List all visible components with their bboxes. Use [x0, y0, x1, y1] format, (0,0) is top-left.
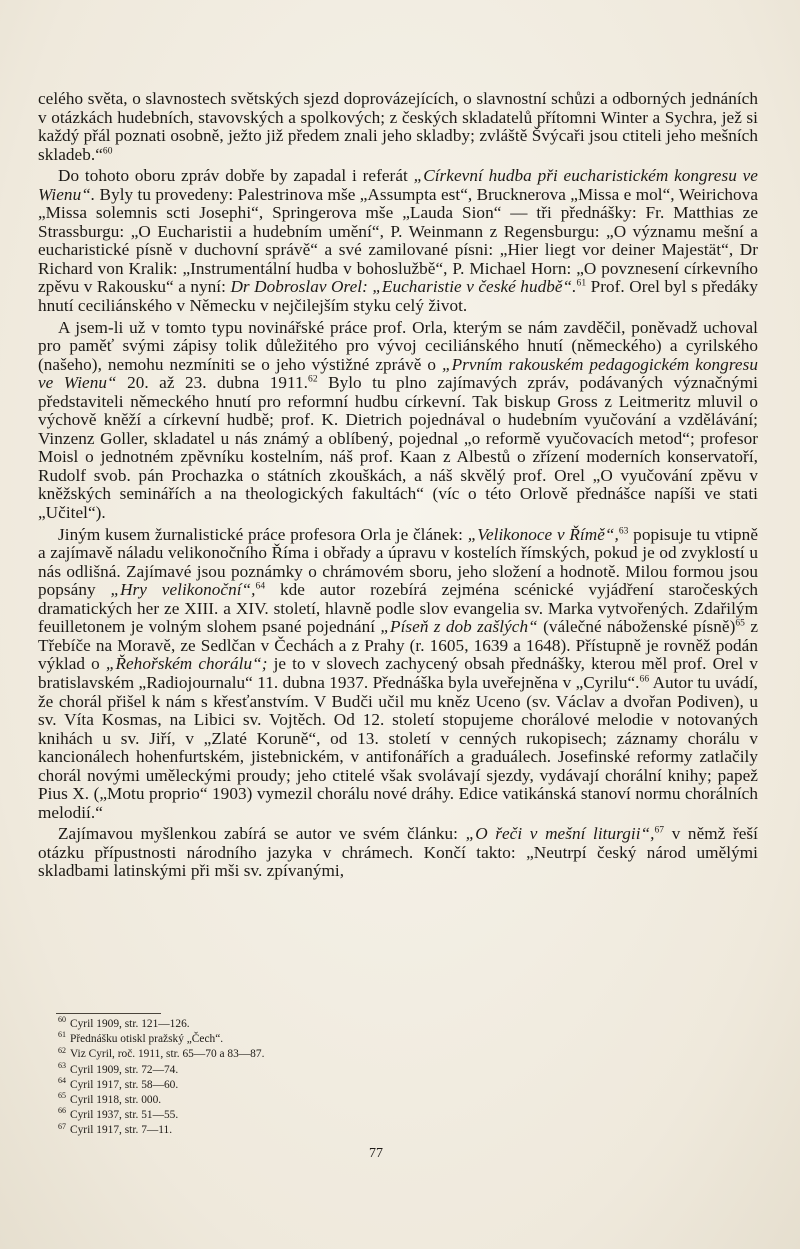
- footnote-number: 62: [58, 1045, 66, 1055]
- text-run: Jiným kusem žurnalistické práce profesora Orla je článek:: [58, 524, 468, 544]
- text-run: Prof. Orel byl s předáky hnutí ceciliánského v Německu v nejčilejším styku celý život.: [38, 277, 759, 316]
- paragraph: [38, 90, 758, 164]
- footnote: [58, 1060, 458, 1078]
- footnote-text: Cyril 1937, str. 51—55.: [70, 1109, 179, 1122]
- footnote-text: Cyril 1917, str. 7—11.: [70, 1124, 173, 1137]
- text-run: 20. až 23. dubna 1911.: [116, 373, 309, 393]
- italic-title: „Píseň z dob zašlých“: [380, 617, 538, 637]
- footnote: [58, 1047, 458, 1062]
- paragraph: [38, 526, 758, 823]
- footnote-number: 65: [58, 1091, 66, 1101]
- footnote: [58, 1108, 458, 1123]
- footnote-text: Cyril 1909, str. 121—126.: [70, 1018, 190, 1030]
- text-run: Bylo tu plno zajímavých zpráv, podávaných význačnými představiteli německého hnutí pro reformní hudbu církevní. Tak biskup Gross z Leitmeritz mluvil o výchově kněží a církevní hudbě; prof. K. Dietrich pojednával o hudebním vyučování a vzdělávání; Vinzenz Goller, skladatel u nás známý a oblíbený, pojednal „o reformě vyučovacích metod“; profesor Moisl o jednotném zpěvníku kostelním, náš prof. Kaan z Albestů o zřízení moderních konservatoří, Rudolf svob. pán Prochazka o státních zkouškách, a náš skvělý prof. Orel „O vyučování zpěvu v kněžských seminářích a na theologických fakultách“ (víc o této Orlově přednášce napíši ve stati „Učitel“).: [38, 373, 758, 523]
- italic-title: „Prvním rakouském pedagogickém kongresu ve Wienu“: [38, 354, 758, 393]
- italic-title: „Hry velikonoční“,: [110, 580, 256, 600]
- italic-title: „Církevní hudba při eucharistickém kongresu ve Wienu“.: [38, 166, 758, 204]
- footnote-reference: 60: [102, 145, 113, 156]
- paragraph: [38, 319, 758, 523]
- text-run: kde autor rozebírá zejména scénické vyjádření staročeských dramatických her ze XIII. a XIV. století, hlavně podle slov evangelia sv. Marka vytvořených. Zdařilým feuilletonem je volným slohem psané pojednání: [38, 580, 759, 637]
- page-number: 77: [369, 1146, 383, 1161]
- footnote-text: Cyril 1909, str. 72—74.: [70, 1063, 179, 1076]
- footnote-number: 61: [58, 1030, 66, 1040]
- text-run: (válečné náboženské písně): [537, 617, 736, 637]
- footnotes: [58, 1017, 458, 1139]
- italic-title: „Řehořském chorálu“;: [105, 654, 268, 674]
- footnote: [58, 1078, 458, 1093]
- text-run: je to v slovech zachycený obsah přednášky, kterou měl prof. Orel v bratislavském „Radiojournalu“ 11. dubna 1937. Přednáška byla uveřejněna v „Cyrilu“.: [38, 654, 759, 692]
- footnote-text: Cyril 1918, str. 000.: [70, 1094, 162, 1107]
- footnote-divider: [56, 1013, 161, 1014]
- footnote-reference: 67: [654, 825, 665, 836]
- text-run: z Třebíče na Moravě, ze Sedlčan v Čechách a z Prahy (r. 1605, 1639 a 1648). Přístupně je rovněž podán výklad o: [38, 617, 758, 674]
- footnote-number: 64: [58, 1076, 66, 1086]
- paragraph: [38, 825, 758, 881]
- italic-title: „O řeči v mešní liturgii“,: [465, 824, 655, 844]
- footnote-number: 67: [58, 1121, 66, 1131]
- paragraph: [38, 167, 758, 315]
- footnote-reference: 61: [576, 278, 587, 289]
- text-run: Autor tu uvádí, že chorál přišel k nám s křesťanstvím. V Budči učil mu kněz Uceno (sv. Václav a dvořan Podiven), u sv. Víta Kosmas, na Libici sv. Vojtěch. Od 12. století stopujeme chorálové melodie v notovaných knihách u sv. Jiří, v „Zlaté Koruně“, od 13. století v cenných rukopisech; záznamy chorálu v kancionálech hohenfurtském, jistebnickém, v antifonářích a graduálech. Josefinské reformy zatlačily chorál novými uměleckými proudy; jeho ctitelé však svolávají sjezdy, vydávají chorální knihy; papež Pius X. („Motu proprio“ 1903) vymezil chorálu nové dráhy. Edice vatikánská stanoví normu chorálních melodií.“: [38, 672, 758, 822]
- text-run: Byly tu provedeny: Palestrinova mše „Assumpta est“, Brucknerova „Missa e mol“, Weirichova „Missa solemnis scti Josephi“, Springerova mše „Lauda Sion“ — tři přednášky: Fr. Matthias ze Strassburgu: „O Eucharistii a hudebním umění“, P. Weinmann z Regensburgu: „O významu mešní a eucharistické písně v duchovní správě“ a své zamilované písni: „Hier liegt vor deiner Majestät“, Dr Richard von Kralik: „Instrumentální hudba v bohoslužbě“, P. Michael Horn: „O povznesení církevního zpěvu v Rakousku“ a nyní:: [38, 184, 758, 297]
- footnote-reference: 66: [639, 674, 650, 685]
- text-run: Do tohoto oboru zpráv dobře by zapadal i referát: [58, 166, 414, 186]
- italic-title: Dr Dobroslav Orel: „Eucharistie v české hudbě“.: [230, 277, 577, 297]
- footnote-text: Viz Cyril, roč. 1911, str. 65—70 a 83—87.: [70, 1048, 265, 1061]
- footnote: [58, 1017, 458, 1032]
- footnote-number: 63: [58, 1060, 66, 1070]
- italic-title: „Velikonoce v Římě“,: [467, 524, 619, 544]
- footnote-reference: 64: [255, 581, 266, 592]
- footnote: [58, 1123, 458, 1138]
- footnote-text: Cyril 1917, str. 58—60.: [70, 1078, 179, 1091]
- body-text: [38, 90, 758, 884]
- footnote-reference: 62: [308, 374, 318, 385]
- text-run: popisuje tu vtipně a zajímavě náladu velikonočního Říma i obřady a úpravu v kostelích římských, pokud je od zvyklostí u nás odlišná. Zajímavé jsou poznámky o chrámovém sboru, jeho složení a hodnotě. Milou formou jsou popsány: [38, 524, 759, 600]
- text-run: A jsem-li už v tomto typu novinářské práce prof. Orla, kterým se nám zavděčil, poněvadž uchoval pro paměť svými zápisy tolik důležitého pro vývoj ceciliánského hnutí (německého) a cyrilského (našeho), nemohu nezmíniti se o jeho výstižné zprávě o: [38, 317, 758, 374]
- footnote-number: 66: [58, 1106, 66, 1116]
- footnote-text: Přednášku otiskl pražský „Čech“.: [70, 1033, 224, 1046]
- footnote: [58, 1093, 458, 1108]
- text-run: v němž řeší otázku přípustnosti národního jazyka v chrámech. Končí takto: „Neutrpí český národ umělými skladbami latinskými při mši sv. zpívanými,: [38, 824, 758, 881]
- text-run: Zajímavou myšlenkou zabírá se autor ve svém článku:: [58, 824, 466, 844]
- footnote-number: 60: [58, 1015, 66, 1025]
- footnote: [58, 1032, 458, 1047]
- footnote-reference: 65: [735, 618, 745, 629]
- text-run: celého světa, o slavnostech světských sjezd doprovázejících, o slavnostní schůzi a odborných jednáních v otázkách hudebních, stavovských a spolkových; z českých skladatelů přítomni Winter a Sychra, jež si každý přál poznati osobně, ježto již předem znali jeho skladby; zvláště Švýcaři jsou ctiteli jeho mešních skladeb.“: [38, 89, 758, 164]
- footnote-reference: 63: [618, 525, 629, 536]
